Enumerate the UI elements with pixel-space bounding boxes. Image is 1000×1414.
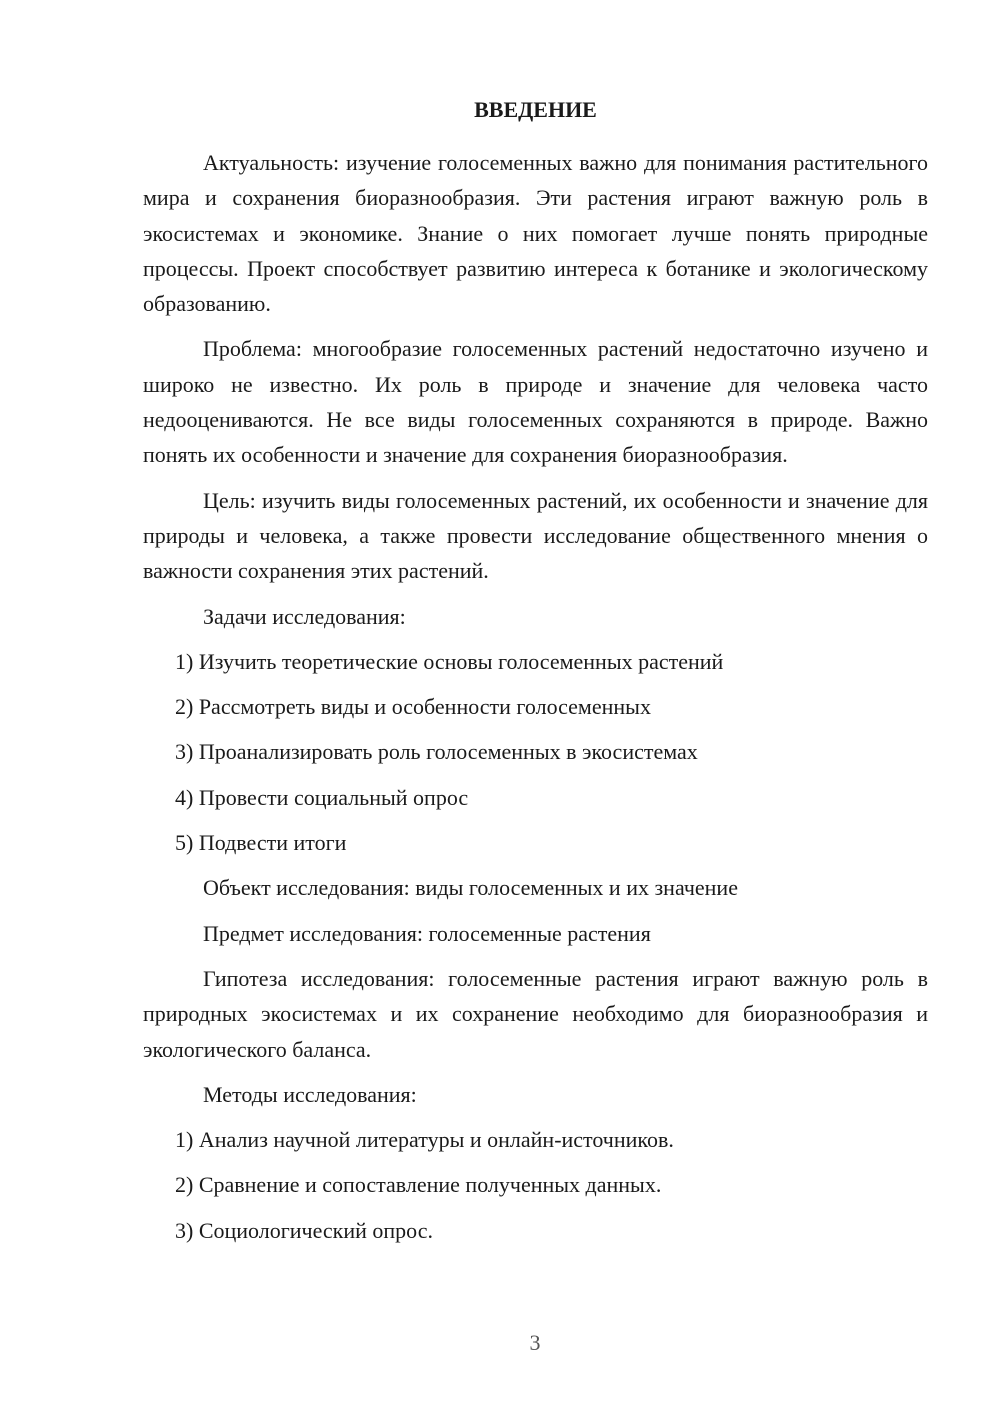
tasks-heading: Задачи исследования: <box>203 603 406 629</box>
goal-paragraph: Цель: изучить виды голосеменных растений, их особенности и значение для природы и человека, а также провести исследование общественного мнения о важности сохранения этих растений. <box>143 487 928 584</box>
relevance-paragraph: Актуальность: изучение голосеменных важно для понимания растительного мира и сохранения биоразнообразия. Эти растения играют важную роль в экосистемах и экономике. Знание о них помогает лучше понять природные процессы. Проект способствует развитию интереса к ботанике и экологическому образованию. <box>143 150 928 317</box>
hypothesis-paragraph: Гипотеза исследования: голосеменные растения играют важную роль в природных экосистемах и их сохранение необходимо для биоразнообразия и экологического баланса. <box>143 965 928 1062</box>
research-object: Объект исследования: виды голосеменных и их значение <box>203 875 738 901</box>
method-item: 2) Сравнение и сопоставление полученных данных. <box>175 1172 662 1198</box>
problem-paragraph: Проблема: многообразие голосеменных растений недостаточно изучено и широко не известно. Их роль в природе и значение для человека часто недооцениваются. Не все виды голосеменных сохраняются в природе. Важно понять их особенности и значение для сохранения биоразнообразия. <box>143 336 928 468</box>
task-item: 2) Рассмотреть виды и особенности голосеменных <box>175 694 651 720</box>
task-item: 3) Проанализировать роль голосеменных в экосистемах <box>175 739 698 765</box>
method-item: 1) Анализ научной литературы и онлайн-источников. <box>175 1127 674 1153</box>
research-subject: Предмет исследования: голосеменные растения <box>203 920 651 946</box>
task-item: 4) Провести социальный опрос <box>175 784 469 810</box>
document-page <box>143 92 928 1258</box>
page-title: ВВЕДЕНИЕ <box>474 97 597 122</box>
task-item: 1) Изучить теоретические основы голосеменных растений <box>175 648 724 674</box>
method-item: 3) Социологический опрос. <box>175 1217 433 1243</box>
page-number: 3 <box>529 1330 541 1355</box>
methods-heading: Методы исследования: <box>203 1081 417 1107</box>
task-item: 5) Подвести итоги <box>175 830 347 856</box>
